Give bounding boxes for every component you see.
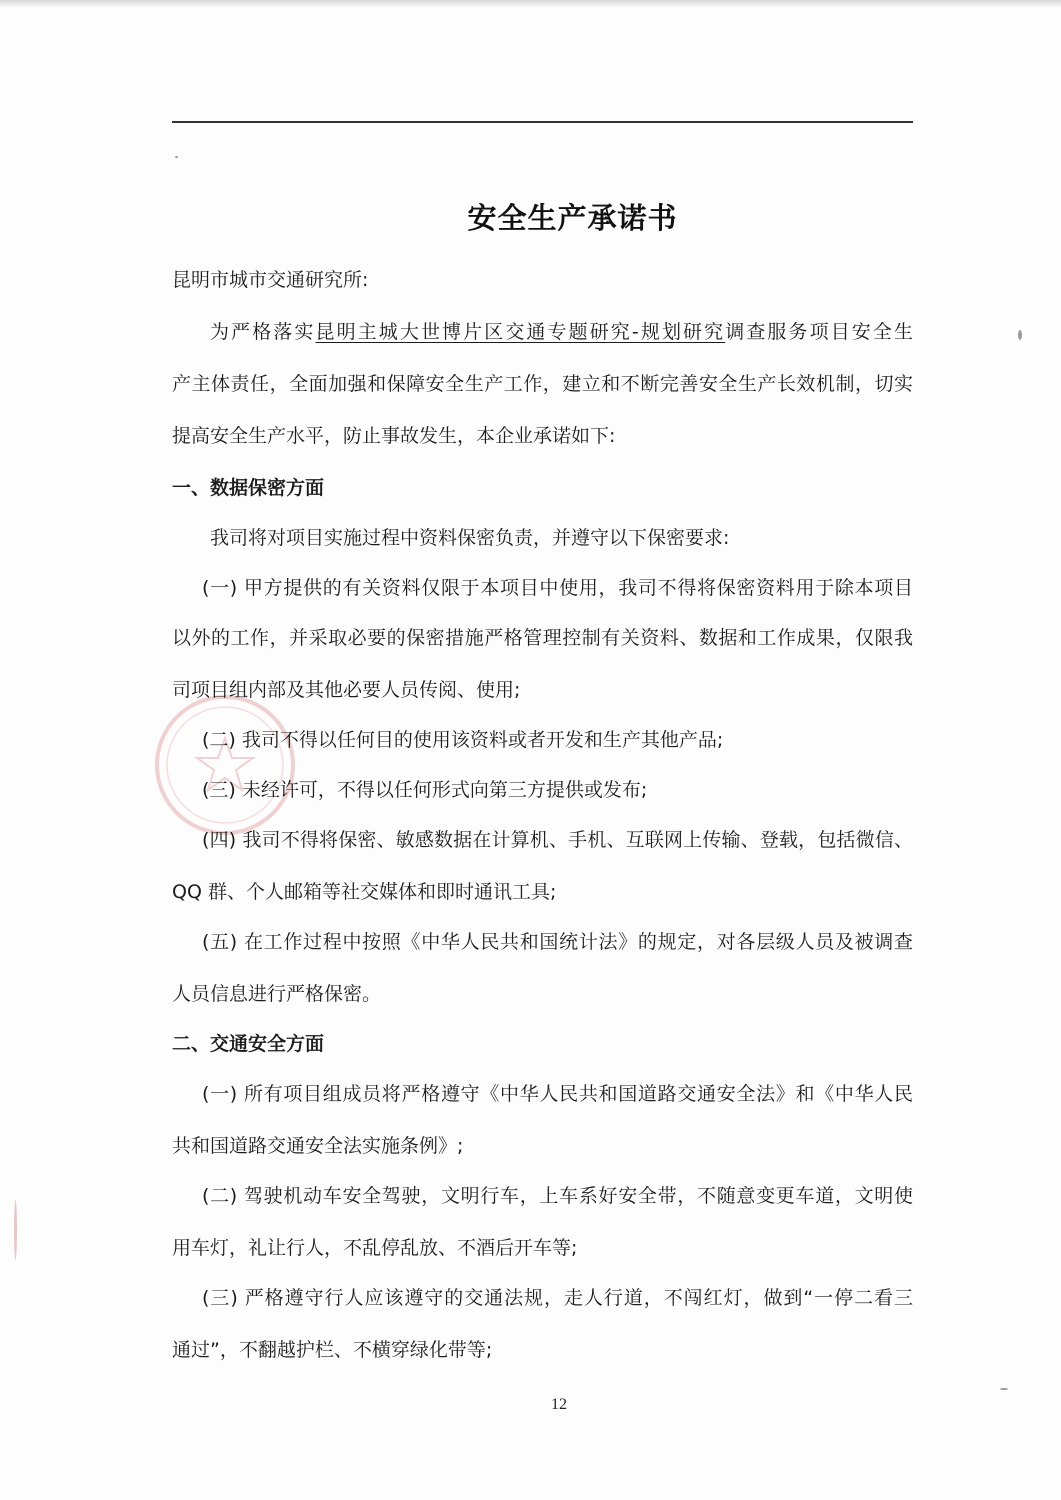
section2-item2-line2: 用车灯，礼让行人，不乱停乱放、不酒后开车等; [172,1237,578,1259]
scan-speck [1000,1388,1008,1390]
section2-item3-line1: (三) 严格遵守行人应该遵守的交通法规，走人行道，不闯红灯，做到“一停二看三 [202,1287,913,1309]
section1-item1-line1: (一) 甲方提供的有关资料仅限于本项目中使用，我司不得将保密资料用于除本项目 [202,577,913,599]
intro-tail: 调查服务项目安全生 [725,321,913,343]
intro-line-3: 提高安全生产水平，防止事故发生，本企业承诺如下: [172,425,616,447]
section1-heading: 一、数据保密方面 [172,477,325,499]
section1-item2: (二) 我司不得以任何目的使用该资料或者开发和生产其他产品; [202,729,724,751]
intro-lead: 为严格落实 [210,321,316,343]
section2-item2-line1: (二) 驾驶机动车安全驾驶，文明行车，上车系好安全带，不随意变更车道，文明使 [202,1185,913,1207]
project-name: 昆明主城大世博片区交通专题研究-规划研究 [315,321,726,343]
section1-intro: 我司将对项目实施过程中资料保密负责，并遵守以下保密要求: [210,527,730,549]
addressee: 昆明市城市交通研究所: [172,269,369,291]
section1-item5-line1: (五) 在工作过程中按照《中华人民共和国统计法》的规定，对各层级人员及被调查 [202,931,913,953]
scan-speck [14,1200,17,1260]
scan-edge-shadow [0,0,1061,8]
scan-speck [1018,330,1022,340]
section1-item4-line2: QQ 群、个人邮箱等社交媒体和即时通讯工具; [172,881,557,903]
section1-item1-line3: 司项目组内部及其他必要人员传阅、使用; [172,679,521,701]
page-number: 12 [551,1396,567,1413]
document-title: 安全生产承诺书 [467,201,678,235]
section1-item5-line2: 人员信息进行严格保密。 [172,983,382,1005]
section2-item1-line1: (一) 所有项目组成员将严格遵守《中华人民共和国道路交通安全法》和《中华人民 [202,1083,913,1105]
section2-item1-line2: 共和国道路交通安全法实施条例》; [172,1135,464,1157]
header-rule [172,121,913,123]
intro-line-2: 产主体责任，全面加强和保障安全生产工作，建立和不断完善安全生产长效机制，切实 [172,373,913,395]
scan-speck [175,156,178,158]
section2-heading: 二、交通安全方面 [172,1033,325,1055]
faded-seal-icon [150,690,300,840]
intro-line-1 [210,314,913,350]
section2-item3-line2: 通过”，不翻越护栏、不横穿绿化带等; [172,1339,493,1361]
section1-item4-line1: (四) 我司不得将保密、敏感数据在计算机、手机、互联网上传输、登载，包括微信、 [202,829,913,851]
section1-item1-line2: 以外的工作，并采取必要的保密措施严格管理控制有关资料、数据和工作成果，仅限我 [172,627,913,649]
section1-item3: (三) 未经许可，不得以任何形式向第三方提供或发布; [202,779,648,801]
